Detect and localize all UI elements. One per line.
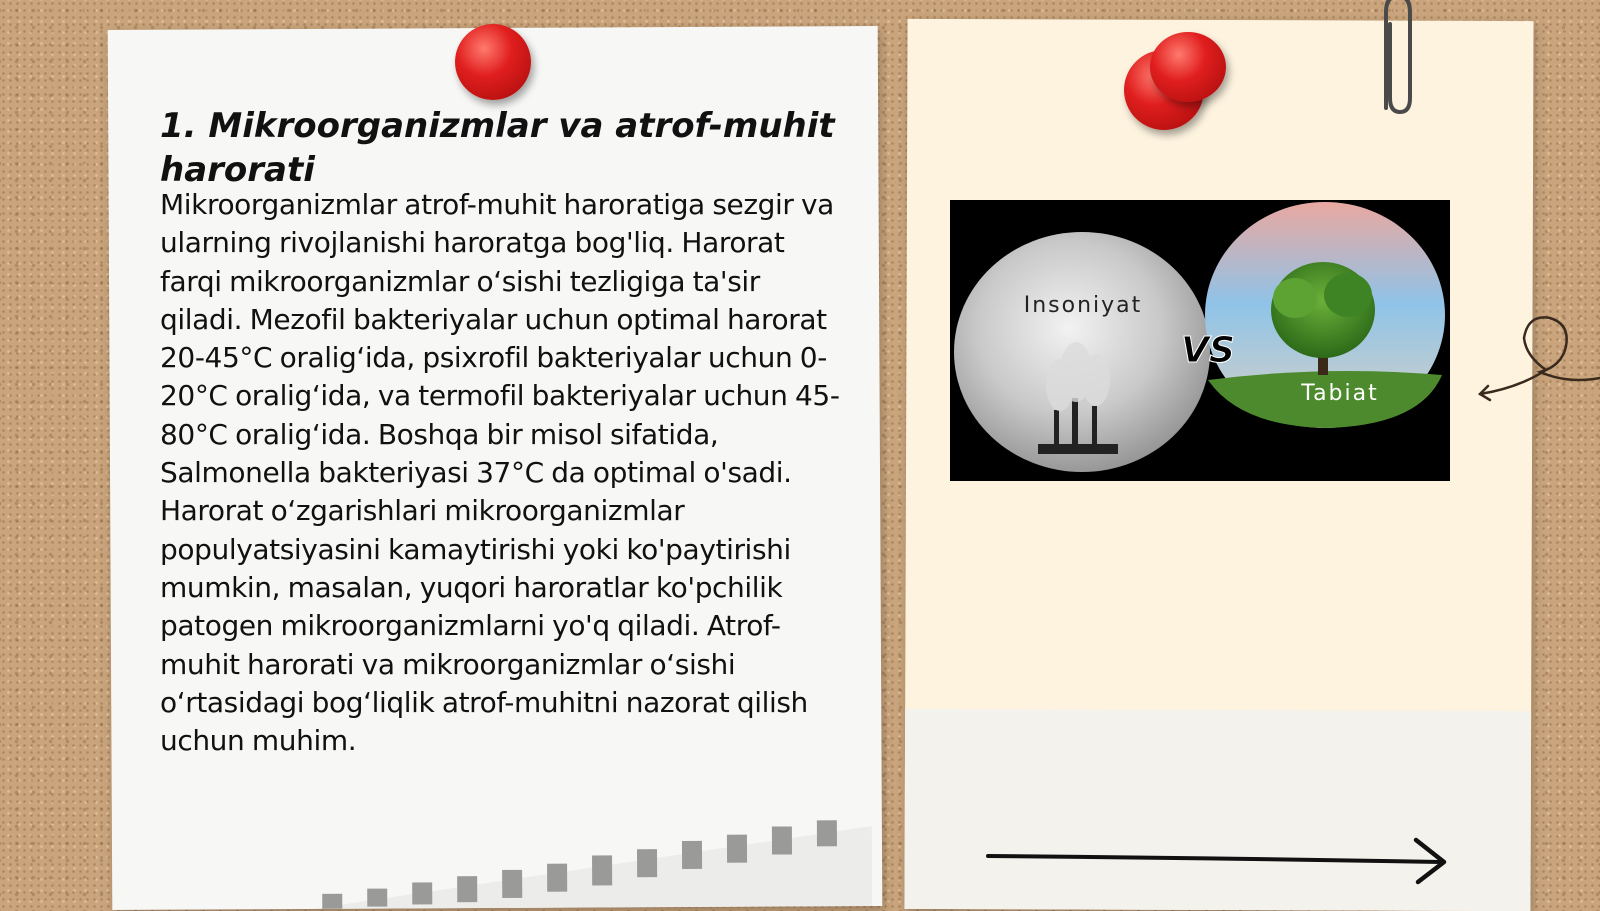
slide-title: 1. Mikroorganizmlar va atrof-muhit harorati [160,106,835,190]
slide-body-text: Mikroorganizmlar atrof-muhit haroratiga sezgir va ularning rivojlanishi haroratga bog'liq. Harorat farqi mikroorganizmlar o‘sishi tezligiga ta'sir qiladi. Mezofil bakteriyalar uchun optimal harorat 20-45°C oralig‘ida, psixrofil bakteriyalar uchun 0-20°C oralig‘ida, va termofil bakteriyalar uchun 45-80°C oralig‘ida. Boshqa bir misol sifatida, Salmonella bakteriyasi 37°C da optimal o'sadi. Harorat o‘zgarishlari mikroorganizmlar populyatsiyasini kamaytirishi yoki ko'paytirishi mumkin, masalan, yuqori haroratlar ko'pchilik patogen mikroorganizmlarni yo'q qiladi. Atrof-muhit harorati va mikroorganizmlar o‘sishi o‘rtasidagi bog‘liqlik atrof-muhitni nazorat qilish uchun muhim. [160,188,840,758]
next-arrow-icon[interactable] [986,836,1456,886]
push-pin-icon [455,24,531,100]
tabiat-label: Tabiat [1301,381,1379,406]
push-pin-icon [1150,32,1226,102]
squiggle-arrow-icon [1478,310,1600,410]
paper-clip-icon [1372,0,1422,125]
vs-label: VS [1181,330,1235,371]
torn-paper-edge [312,806,873,909]
insoniyat-vs-tabiat-image [950,200,1450,481]
insoniyat-label: Insoniyat [1023,293,1143,318]
